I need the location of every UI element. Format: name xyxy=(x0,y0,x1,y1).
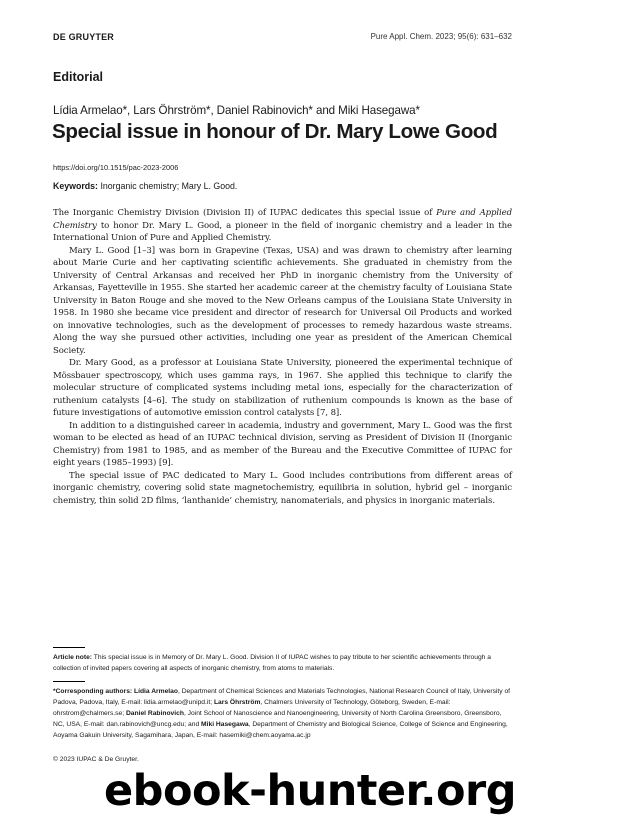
section-label: Editorial xyxy=(53,70,104,84)
body-paragraph-4: In addition to a distinguished career in academia, industry and government, Mary L. Good was the first woman to be elected as head of an IUPAC technical division, serving as President of Division II (Inorganic Chemistry) from 1981 to 1985, and as member of the Bureau and the Executive Committee of IUPAC for eight years (1985–1993) [9]. xyxy=(53,420,512,468)
author-name: Lars Öhrström xyxy=(213,699,261,706)
article-body xyxy=(53,207,512,507)
author-list: Lídia Armelao*, Lars Öhrström*, Daniel Rabinovich* and Miki Hasegawa* xyxy=(53,104,420,117)
article-title: Special issue in honour of Dr. Mary Lowe Good xyxy=(52,120,498,143)
footnote-divider xyxy=(53,681,85,682)
article-note-label: Article note: xyxy=(53,654,93,661)
corresponding-authors: *Corresponding authors: Lídia Armelao, Department of Chemical Sciences and Materials Technologies, National Research Council of Italy, University of Padova, Padova, Italy, E-mail: lidia.armelao@unipd.it; Lars Öhrström, Chalmers University of Technology, Göteborg, Sweden, E-mail: ohrstrom@chalmers.se; Daniel Rabinovich, Joint School of Nanoscience and Nanoengineering, University of North Carolina Greensboro, Greensboro, NC, USA, E-mail: dan.rabinovich@uncg.edu; and Miki Hasegawa, Department of Chemistry and Biological Science, College of Science and Engineering, Aoyama Gakuin University, Sagamihara, Japan, E-mail: hasemiki@chem.aoyama.ac.jp xyxy=(53,688,511,739)
publisher-name: DE GRUYTER xyxy=(53,32,115,42)
author-name: Lídia Armelao xyxy=(134,688,178,695)
running-header xyxy=(53,32,512,46)
body-paragraph-5: The special issue of PAC dedicated to Mary L. Good includes contributions from different areas of inorganic chemistry, covering solid state magnetochemistry, equilibria in solution, hybrid gel – inorganic chemistry, thin solid 2D films, ‘lanthanide’ chemistry, nanomaterials, and physics in inorganic materials. xyxy=(53,470,512,506)
author-name: Miki Hasegawa xyxy=(201,721,249,728)
keywords-label: Keywords: xyxy=(53,181,98,191)
footnote-divider xyxy=(53,647,85,648)
keywords xyxy=(53,181,237,191)
corresponding-authors-label: *Corresponding authors: xyxy=(53,688,133,695)
body-paragraph-2: Mary L. Good [1–3] was born in Grapevine (Texas, USA) and was drawn to chemistry after learning about Marie Curie and her captivating scientific achievements. She graduated in chemistry from the University of Central Arkansas and received her PhD in inorganic chemistry from the University of Arkansas, Fayetteville in 1955. She started her academic career at the chemistry faculty of Louisiana State University in Baton Rouge and she moved to the New Orleans campus of the Louisiana State University in 1958. In 1980 she became vice president and director of research for Universal Oil Products and worked on innovative technologies, such as the development of processes to remedy hazardous waste streams. Along the way she pursued other activities, including one year as president of the American Chemical Society. xyxy=(53,245,512,356)
journal-name: Pure and Applied Chemistry xyxy=(53,208,512,231)
keywords-value: Inorganic chemistry; Mary L. Good. xyxy=(100,181,238,191)
article-note xyxy=(53,652,512,674)
body-paragraph-1: The Inorganic Chemistry Division (Division II) of IUPAC dedicates this special issue of Pure and Applied Chemistry to honor Dr. Mary L. Good, a pioneer in the field of inorganic chemistry and a leader in the International Union of Pure and Applied Chemistry. xyxy=(53,208,512,243)
watermark-text: ebook-hunter.org xyxy=(104,766,516,816)
body-paragraph-3: Dr. Mary Good, as a professor at Louisiana State University, pioneered the experimental technique of Mössbauer spectroscopy, which uses gamma rays, in 1967. She applied this technique to clarify the molecular structure of complicated systems including metal ions, especially for the characterization of ruthenium catalysts [4–6]. The study on stabilization of ruthenium compounds is known as the base of future investigations of automotive emission control catalysts [7, 8]. xyxy=(53,358,512,418)
copyright-notice: © 2023 IUPAC & De Gruyter. xyxy=(53,756,139,763)
article-note-text: This special issue is in Memory of Dr. Mary L. Good. Division II of IUPAC wishes to pay tribute to her scientific achievements through a collection of invited papers covering all aspects of inorganic chemistry, from atoms to materials. xyxy=(53,654,491,672)
doi-link[interactable]: https://doi.org/10.1515/pac-2023-2006 xyxy=(53,163,179,172)
journal-citation: Pure Appl. Chem. 2023; 95(6): 631–632 xyxy=(370,32,512,41)
author-name: Daniel Rabinovich xyxy=(125,710,184,717)
